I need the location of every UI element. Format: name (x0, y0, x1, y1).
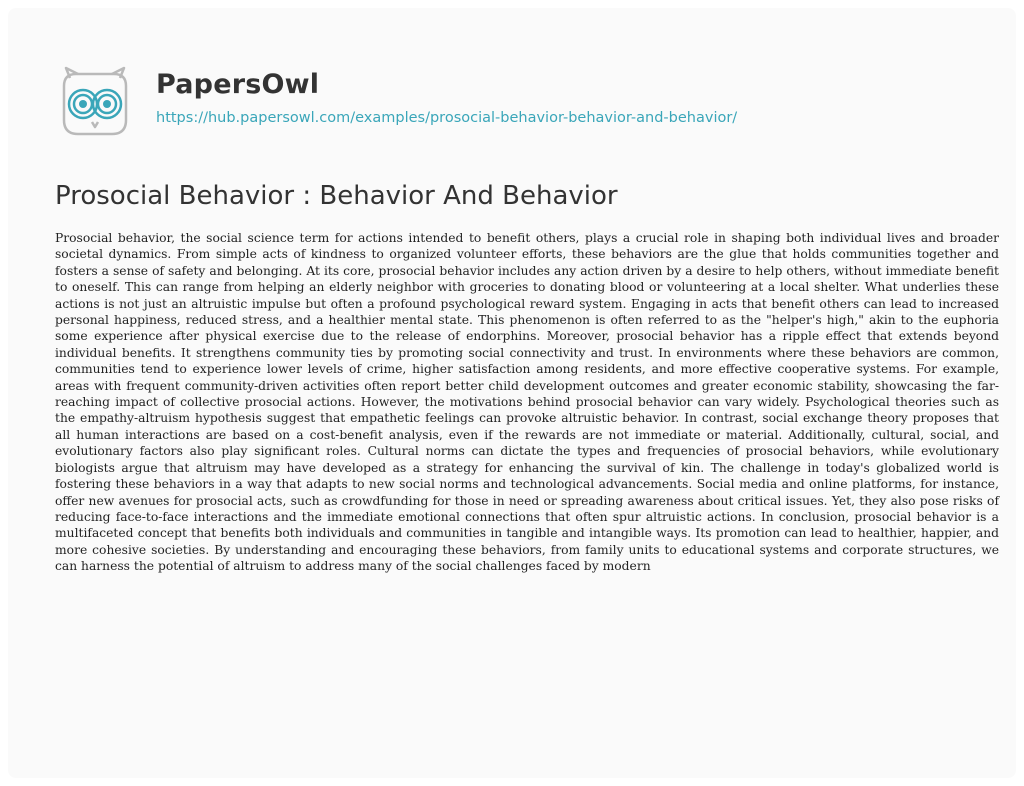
brand-header (54, 64, 737, 144)
document-page (8, 8, 1016, 778)
brand-name: PapersOwl (156, 69, 320, 100)
brand-block (156, 68, 737, 127)
page-title: Prosocial Behavior : Behavior And Behavior (55, 181, 618, 211)
owl-eyes-logo-icon (54, 64, 136, 144)
source-url-link[interactable]: https://hub.papersowl.com/examples/prosocial-behavior-behavior-and-behavior/ (156, 110, 738, 126)
essay-body: Prosocial behavior, the social science term for actions intended to benefit others, plays a crucial role in shaping both individual lives and broader societal dynamics. From simple acts of kindness to organized volunteer efforts, these behaviors are the glue that holds communities together and fosters a sense of safety and belonging. At its core, prosocial behavior includes any action driven by a desire to help others, without immediate benefit to oneself. This can range from helping an elderly neighbor with groceries to donating blood or volunteering at a local shelter. What underlies these actions is not just an altruistic impulse but often a profound psychological reward system. Engaging in acts that benefit others can lead to increased personal happiness, reduced stress, and a healthier mental state. This phenomenon is often referred to as the "helper's high," akin to the euphoria some experience after physical exercise due to the release of endorphins. Moreover, prosocial behavior has a ripple effect that extends beyond individual benefits. It strengthens community ties by promoting social connectivity and trust. In environments where these behaviors are common, communities tend to experience lower levels of crime, higher satisfaction among residents, and more effective cooperative systems. For example, areas with frequent community-driven activities often report better child development outcomes and greater economic stability, showcasing the far-reaching impact of collective prosocial actions. However, the motivations behind prosocial behavior can vary widely. Psychological theories such as the empathy-altruism hypothesis suggest that empathetic feelings can provoke altruistic behavior. In contrast, social exchange theory proposes that all human interactions are based on a cost-benefit analysis, even if the rewards are not immediate or material. Additionally, cultural, social, and evolutionary factors also play significant roles. Cultural norms can dictate the types and frequencies of prosocial behaviors, while evolutionary biologists argue that altruism may have developed as a strategy for enhancing the survival of kin. The challenge in today's globalized world is fostering these behaviors in a way that adapts to new social norms and technological advancements. Social media and online platforms, for instance, offer new avenues for prosocial acts, such as crowdfunding for those in need or spreading awareness about critical issues. Yet, they also pose risks of reducing face-to-face interactions and the immediate emotional connections that often spur altruistic actions. In conclusion, prosocial behavior is a multifaceted concept that benefits both individuals and communities in tangible and intangible ways. Its promotion can lead to healthier, happier, and more cohesive societies. By understanding and encouraging these behaviors, from family units to educational systems and corporate structures, we can harness the potential of altruism to address many of the social challenges faced by modern (55, 231, 999, 574)
